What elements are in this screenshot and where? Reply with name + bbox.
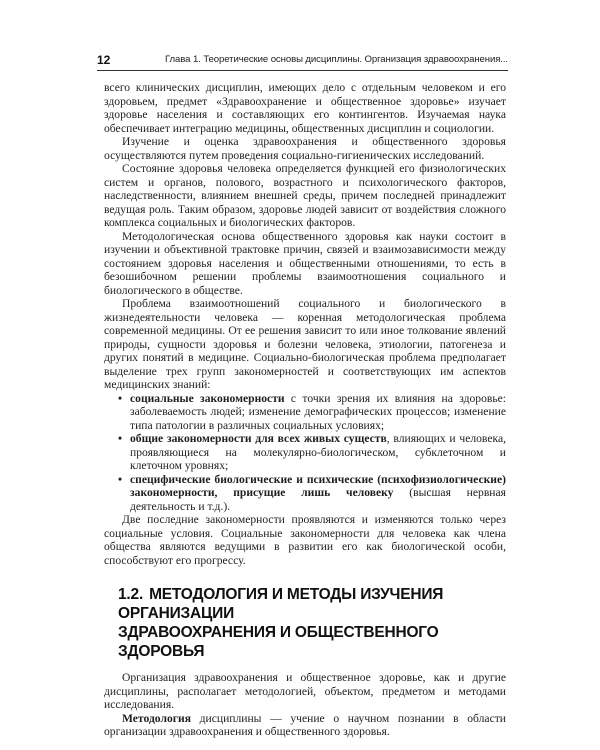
bullet-term: общие закономерности для всех живых существ: [130, 432, 387, 445]
section-paragraph-1: Организация здравоохранения и общественное здоровье, как и другие дисциплины, располагает методологией, объектом, предметом и методами исследования.: [104, 671, 506, 711]
paragraph-5: Проблема взаимоотношений социального и биологического в жизнедеятельности человека — коренная методологическая проблема современной медицины. От ее решения зависит то или иное толкование явлений природы, сущности здоровья и болезни человека, этиологии, патогенеза и других понятий в медицине. Социально-биологическая проблема предполагает выделение трех групп закономерностей и соответствующих им аспектов медицинских знаний:: [104, 297, 506, 391]
section-title-line-2: ЗДРАВООХРАНЕНИЯ И ОБЩЕСТВЕННОГО ЗДОРОВЬЯ: [118, 624, 439, 660]
section-number: 1.2.: [118, 586, 144, 603]
section-paragraph-2: [104, 712, 506, 739]
section-title-line-1: МЕТОДОЛОГИЯ И МЕТОДЫ ИЗУЧЕНИЯ ОРГАНИЗАЦИИ: [118, 586, 444, 622]
term-methodology: Методология: [122, 711, 191, 725]
paragraph-3: Состояние здоровья человека определяется функцией его физиологических систем и органов, полового, возрастного и психологического факторов, наследственности, влиянием внешней среды, причем последней принадлежит ведущая роль. Таким образом, здоровье людей зависит от воздействия сложного комплекса социальных и биологических факторов.: [104, 162, 506, 229]
bullet-icon: •: [118, 472, 123, 486]
bullet-icon: •: [118, 391, 123, 405]
bullet-text: с точки зрения их влияния на здоровье: заболеваемость людей; изменение демографических процессов; изменение типа патологии в различных социальных условиях;: [130, 391, 507, 432]
definition-text: дисциплины — учение о научном познании в области организации здравоохранения и общественного здоровья.: [104, 711, 506, 738]
page-body: [104, 81, 506, 739]
bullet-text: , влияющих и человека, проявляющиеся на молекулярно-биологическом, субклеточном и клеточном уровнях;: [130, 432, 506, 472]
running-head: Глава 1. Теоретические основы дисциплины. Организация здравоохранения...: [164, 54, 508, 65]
paragraph-4: Методологическая основа общественного здоровья как науки состоит в изучении и объективной трактовке причин, связей и взаимозависимости между состоянием здоровья населения и общественными отношениями, то есть в безошибочном решении проблемы взаимоотношения социального и биологического в обществе.: [104, 229, 506, 297]
paragraph-2: Изучение и оценка здравоохранения и общественного здоровья осуществляются путем проведения социально-гигиенических исследований.: [104, 135, 506, 162]
bullet-list: [104, 392, 506, 514]
page-number: 12: [97, 53, 111, 67]
bullet-item: [104, 392, 506, 433]
bullet-term: социальные закономерности: [130, 391, 285, 405]
bullet-text: (высшая нервная деятельность и т.д.).: [130, 486, 506, 513]
bullet-item: [104, 473, 506, 514]
paragraph-6: Две последние закономерности проявляются и изменяются только через социальные условия. Социальные закономерности для человека как члена общества являются ведущими в развитии его как биологической особи, способствуют его прогрессу.: [104, 513, 506, 567]
page-header: [97, 50, 508, 71]
paragraph-1: всего клинических дисциплин, имеющих дело с отдельным человеком и его здоровьем, предмет «Здравоохранение и общественное здоровье» изучает здоровье населения и составляющих его контингентов. Изучаемая наука обеспечивает интеграцию медицины, общественных дисциплин и социологии.: [104, 81, 506, 135]
bullet-term: специфические биологические и психические (психофизиологические) закономерности, присущие лишь человеку: [130, 472, 506, 499]
bullet-icon: •: [118, 432, 123, 445]
bullet-item: [104, 432, 506, 473]
section-heading: [118, 585, 506, 661]
